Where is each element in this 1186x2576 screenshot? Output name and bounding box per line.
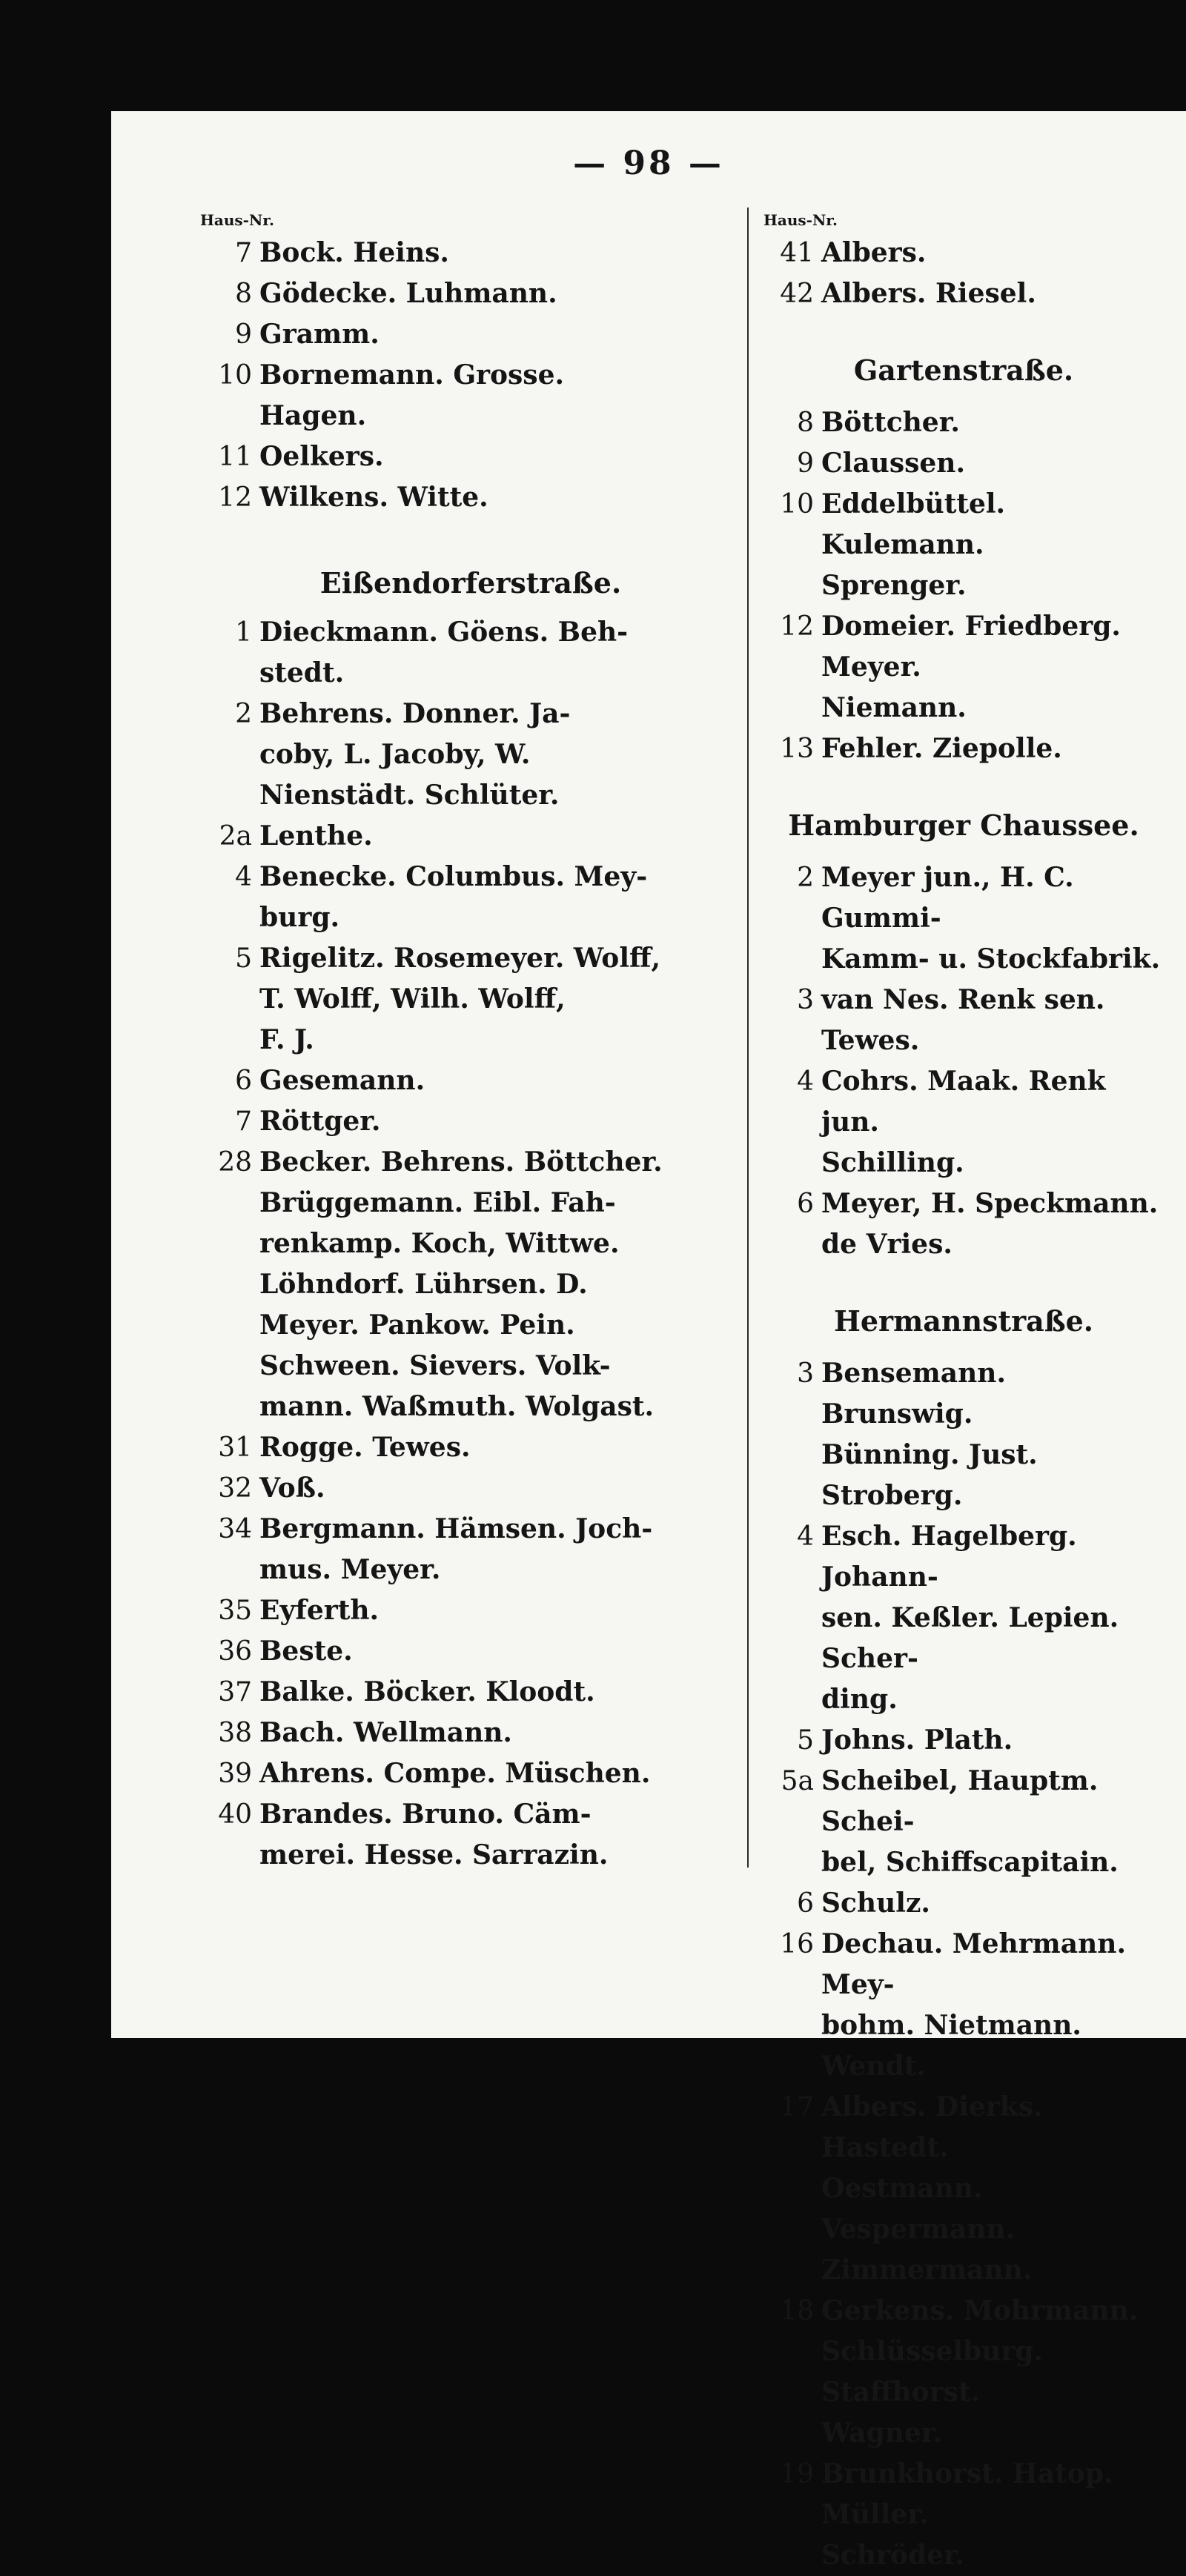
directory-page: [111, 111, 1186, 2571]
house-number: 5: [797, 1725, 814, 1756]
resident-names: Albers.: [821, 237, 927, 268]
house-number: 38: [218, 1718, 252, 1748]
street-heading: Hamburger Chaussee.: [788, 809, 1139, 842]
house-number: 6: [235, 1066, 252, 1096]
street-heading: Eißendorferstraße.: [319, 566, 622, 600]
resident-names: Claussen.: [821, 448, 965, 479]
house-number: 7: [235, 1106, 252, 1137]
address-entry: [763, 1184, 1164, 1265]
resident-names: Oelkers.: [259, 441, 384, 472]
resident-names: Rogge. Tewes.: [259, 1432, 471, 1463]
house-number: 19: [780, 2459, 814, 2489]
address-entry: [200, 857, 741, 938]
left-column: [200, 208, 741, 1876]
house-number: 11: [218, 442, 252, 472]
address-entry: [763, 606, 1164, 728]
house-number: 3: [797, 985, 814, 1015]
house-number: 8: [235, 279, 252, 309]
resident-names: Voß.: [259, 1473, 325, 1504]
house-number: 4: [797, 1521, 814, 1552]
house-number: 17: [780, 2092, 814, 2122]
house-number: 37: [218, 1677, 252, 1707]
resident-names: Cohrs. Maak. Renk jun. Schilling.: [821, 1066, 1106, 1178]
address-entry: [200, 1142, 741, 1427]
address-entry: [200, 314, 741, 355]
resident-names: Beste.: [259, 1636, 353, 1667]
house-number: 7: [235, 238, 252, 268]
address-entry: [763, 980, 1164, 1061]
address-entry: [763, 443, 1164, 484]
column-divider: [747, 208, 749, 1868]
resident-names: Esch. Hagelberg. Johann- sen. Keßler. Lepien. Scher- ding.: [821, 1521, 1119, 1715]
house-number: 5a: [781, 1766, 814, 1796]
resident-names: van Nes. Renk sen. Tewes.: [821, 984, 1105, 1056]
address-entry: [763, 857, 1164, 980]
resident-names: Benecke. Columbus. Mey- burg.: [259, 861, 648, 933]
resident-names: Bach. Wellmann.: [259, 1717, 512, 1748]
resident-names: Lenthe.: [259, 820, 373, 852]
address-entry: [763, 1516, 1164, 1720]
house-number: 36: [218, 1636, 252, 1667]
resident-names: Gödecke. Luhmann.: [259, 278, 557, 309]
address-entry: [200, 436, 741, 477]
resident-names: Meyer, H. Speckmann. de Vries.: [821, 1188, 1159, 1260]
street-heading: Hermannstraße.: [833, 1304, 1094, 1338]
resident-names: Becker. Behrens. Böttcher. Brüggemann. Eibl. Fah- renkamp. Koch, Wittwe. Löhndorf. Lührsen. D. Meyer. Pankow. Pein. Schween. Sievers. Volk- mann. Waßmuth. Wolgast.: [259, 1146, 663, 1422]
house-number: 6: [797, 1888, 814, 1919]
house-number: 28: [218, 1147, 252, 1178]
resident-names: Wilkens. Witte.: [259, 482, 488, 513]
resident-names: Böttcher.: [821, 407, 960, 438]
address-entry: [200, 1713, 741, 1753]
address-entry: [200, 273, 741, 314]
address-entry: [200, 1631, 741, 1672]
address-entry: [763, 728, 1164, 769]
resident-names: Scheibel, Hauptm. Schei- bel, Schiffscapitain.: [821, 1765, 1119, 1878]
house-number: 12: [218, 482, 252, 513]
house-number: 12: [780, 611, 814, 642]
house-number: 4: [235, 862, 252, 892]
resident-names: Brunkhorst. Hatop. Müller. Schröder.: [821, 2458, 1113, 2571]
resident-names: Ahrens. Compe. Müschen.: [259, 1758, 651, 1789]
page-number: — 98 —: [573, 145, 724, 182]
address-entry: [200, 1509, 741, 1590]
address-entry: [763, 1061, 1164, 1184]
address-entry: [763, 484, 1164, 606]
address-entry: [200, 1672, 741, 1713]
address-entry: [200, 355, 741, 436]
resident-names: Gerkens. Mohrmann. Schlüsselburg. Staffhorst. Wagner.: [821, 2295, 1139, 2449]
house-number: 8: [797, 408, 814, 438]
house-number: 1: [235, 617, 252, 648]
address-entry: [200, 938, 741, 1060]
resident-names: Balke. Böcker. Kloodt.: [259, 1676, 595, 1707]
resident-names: Meyer jun., H. C. Gummi- Kamm- u. Stockfabrik.: [821, 862, 1161, 975]
house-number: 10: [218, 360, 252, 391]
resident-names: Gramm.: [259, 319, 380, 350]
house-number: 32: [218, 1473, 252, 1504]
address-entry: [763, 2087, 1164, 2291]
resident-names: Albers. Riesel.: [821, 278, 1036, 309]
address-entry: [200, 1590, 741, 1631]
house-number: 35: [218, 1596, 252, 1626]
address-entry: [200, 816, 741, 857]
address-entry: [763, 233, 1164, 273]
house-number: 4: [797, 1066, 814, 1097]
resident-names: Brandes. Bruno. Cäm- merei. Hesse. Sarrazin.: [259, 1799, 609, 1870]
house-number: 2: [235, 699, 252, 729]
house-number: 31: [218, 1433, 252, 1463]
address-entry: [763, 1353, 1164, 1516]
address-entry: [200, 1753, 741, 1794]
house-number: 18: [780, 2296, 814, 2326]
house-number: 9: [797, 448, 814, 479]
resident-names: Schulz.: [821, 1888, 930, 1919]
address-entry: [763, 1761, 1164, 1883]
house-number: 9: [235, 319, 252, 350]
address-entry: [200, 1101, 741, 1142]
address-entry: [200, 1060, 741, 1101]
resident-names: Domeier. Friedberg. Meyer. Niemann.: [821, 611, 1121, 723]
resident-names: Dieckmann. Göens. Beh- stedt.: [259, 617, 629, 688]
resident-names: Johns. Plath.: [821, 1724, 1013, 1756]
resident-names: Röttger.: [259, 1106, 381, 1137]
house-number: 2a: [219, 821, 252, 852]
address-entry: [200, 1468, 741, 1509]
address-entry: [200, 1427, 741, 1468]
house-number: 40: [218, 1799, 252, 1830]
resident-names: Eyferth.: [259, 1595, 380, 1626]
resident-names: Bergmann. Hämsen. Joch- mus. Meyer.: [259, 1513, 653, 1585]
resident-names: Bornemann. Grosse. Hagen.: [259, 359, 565, 431]
house-number: 16: [780, 1929, 814, 1959]
resident-names: Gesemann.: [259, 1065, 425, 1096]
address-entry: [763, 1924, 1164, 2087]
house-number: 13: [780, 734, 814, 764]
resident-names: Rigelitz. Rosemeyer. Wolff, T. Wolff, Wilh. Wolff, F. J.: [259, 943, 661, 1055]
address-entry: [763, 1720, 1164, 1761]
house-number: 10: [780, 489, 814, 519]
house-number: 34: [218, 1514, 252, 1544]
house-number: 42: [780, 279, 814, 309]
resident-names: Bensemann. Brunswig. Bünning. Just. Stroberg.: [821, 1358, 1038, 1511]
resident-names: Albers. Dierks. Hastedt. Oestmann. Vespermann. Zimmermann.: [821, 2091, 1043, 2285]
resident-names: Dechau. Mehrmann. Mey- bohm. Nietmann. Wendt.: [821, 1928, 1126, 2082]
address-entry: [200, 233, 741, 273]
resident-names: Fehler. Ziepolle.: [821, 733, 1062, 764]
address-entry: [200, 694, 741, 816]
address-entry: [200, 1794, 741, 1876]
street-heading: Gartenstraße.: [853, 353, 1074, 387]
address-entry: [763, 402, 1164, 443]
resident-names: Bock. Heins.: [259, 237, 449, 268]
address-entry: [200, 477, 741, 518]
house-number: 5: [235, 943, 252, 974]
house-number: 2: [797, 863, 814, 893]
address-entry: [763, 273, 1164, 314]
house-number: 6: [797, 1189, 814, 1219]
resident-names: Behrens. Donner. Ja- coby, L. Jacoby, W. Nienstädt. Schlüter.: [259, 698, 571, 811]
house-number: 39: [218, 1759, 252, 1789]
column-header: Haus-Nr.: [763, 211, 838, 229]
address-entry: [763, 1883, 1164, 1924]
house-number: 41: [780, 238, 814, 268]
resident-names: Eddelbüttel. Kulemann. Sprenger.: [821, 488, 1006, 601]
right-column: [763, 208, 1164, 2576]
house-number: 3: [797, 1358, 814, 1389]
column-header: Haus-Nr.: [200, 211, 274, 229]
address-entry: [200, 612, 741, 694]
address-entry: [763, 2291, 1164, 2454]
address-entry: [763, 2454, 1164, 2576]
